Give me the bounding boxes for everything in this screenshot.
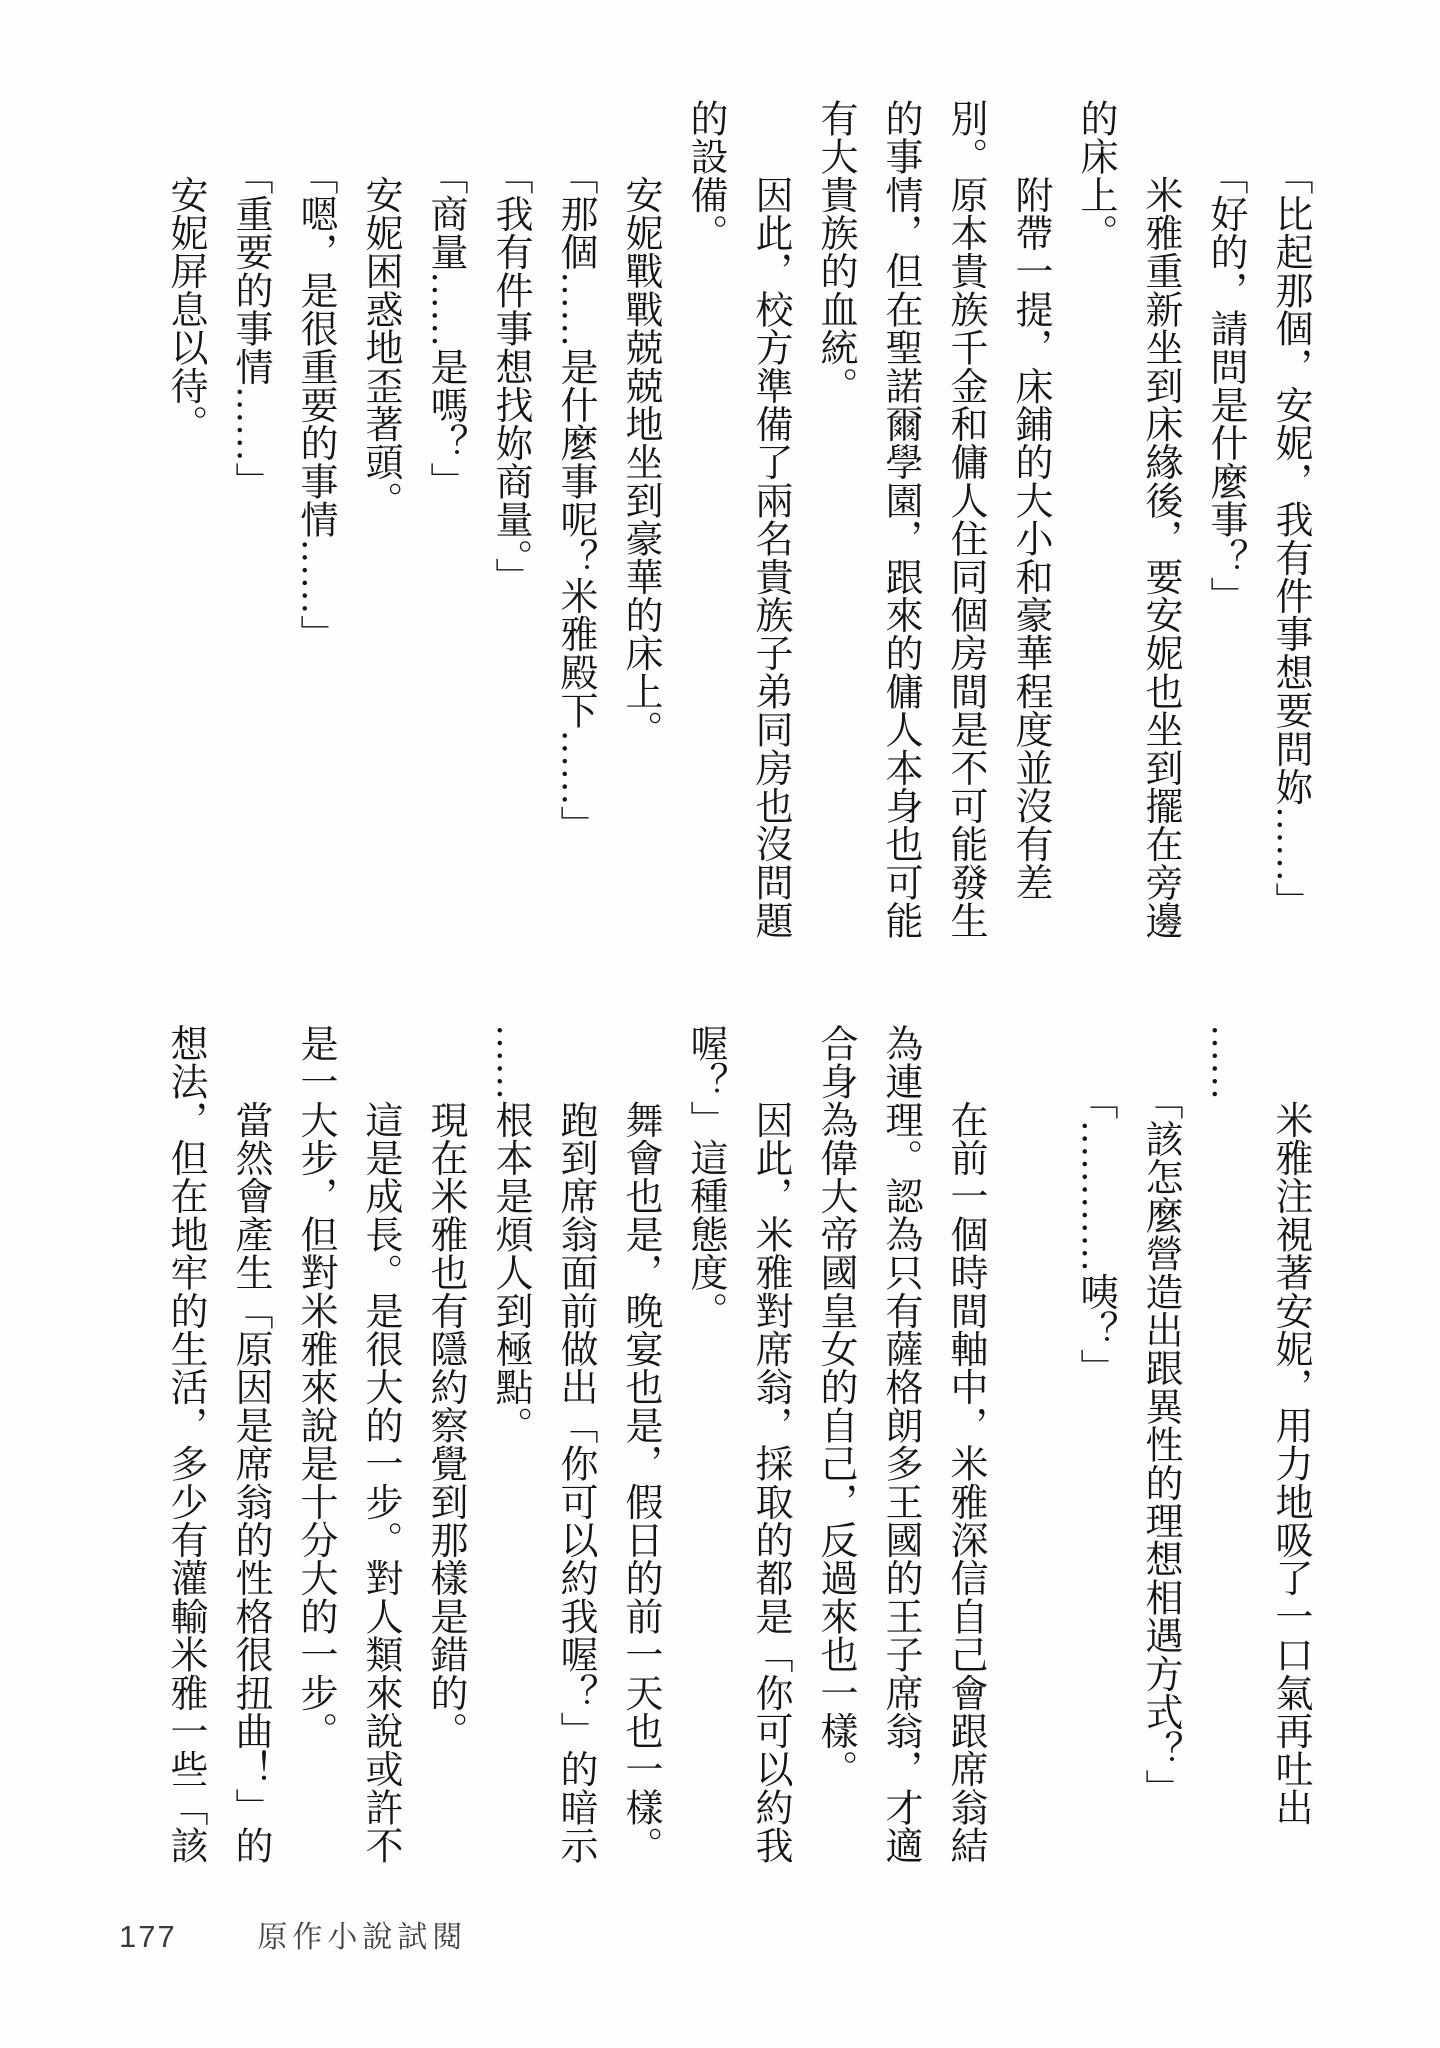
footer-section-label: 原作小說試閱 [257,1921,468,1954]
text-column: ……根本是煩人到極點。 [489,1024,531,1445]
text-column: 這是成長。是很大的一步。對人類來說或許不 [359,1024,401,1865]
text-column: 「好的，請問是什麼事？」 [1204,99,1246,615]
text-column: 有大貴族的血統。 [814,99,856,405]
text-column: 跑到席翁面前做出「你可以約我喔？」的暗示 [554,1024,596,1865]
text-column: 因此，米雅對席翁，採取的都是「你可以約我 [749,1024,791,1865]
text-column: 米雅注視著安妮，用力地吸了一口氣再吐出 [1269,1024,1311,1827]
text-column: 的設備。 [684,99,726,252]
text-column: 舞會也是，晚宴也是，假日的前一天也一樣。 [619,1024,661,1865]
text-column: 「比起那個，安妮，我有件事想要問妳……」 [1269,99,1311,921]
lower-text-band [139,1024,1309,1870]
text-column: 「該怎麼營造出跟異性的理想相遇方式？」 [1139,1024,1181,1808]
text-column: 米雅重新坐到床緣後，要安妮也坐到擺在旁邊 [1139,99,1181,940]
text-column: 安妮戰戰兢兢地坐到豪華的床上。 [619,99,661,749]
text-column: 「嗯，是很重要的事情……」 [294,99,336,653]
text-column: 安妮屏息以待。 [164,99,206,443]
blank-column [1011,1024,1049,1870]
text-column: 喔？」這種態度。 [684,1024,726,1330]
text-column: 當然會產生「原因是席翁的性格很扭曲！」的 [229,1024,271,1865]
text-column: 安妮困惑地歪著頭。 [359,99,401,520]
text-column: 的事情，但在聖諾爾學園，跟來的傭人本身也可能 [879,99,921,940]
text-column: …… [1204,1024,1246,1101]
text-column: 附帶一提，床鋪的大小和豪華程度並沒有差 [1009,99,1051,902]
text-column: 想法，但在地牢的生活，多少有灌輸米雅一些「該 [164,1024,206,1865]
text-column: 「那個……是什麼事呢？米雅殿下……」 [554,99,596,844]
text-column: 的床上。 [1074,99,1116,252]
text-column: 別。原本貴族千金和傭人住同個房間是不可能發生 [944,99,986,940]
text-column: 在前一個時間軸中，米雅深信自己會跟席翁結 [944,1024,986,1865]
page-number: 177 [119,1919,177,1954]
text-column: 現在米雅也有隱約察覺到那樣是錯的。 [424,1024,466,1750]
page-footer [119,1918,467,1956]
text-column: 因此，校方準備了兩名貴族子弟同房也沒問題 [749,99,791,940]
text-column: 為連理。認為只有薩格朗多王國的王子席翁，才適 [879,1024,921,1865]
text-column: 「…………咦？」 [1074,1024,1116,1387]
text-column: 「商量……是嗎？」 [424,99,466,501]
text-column: 合身為偉大帝國皇女的自己，反過來也一樣。 [814,1024,856,1788]
text-column: 「我有件事想找妳商量。」 [489,99,531,596]
upper-text-band [139,99,1309,939]
text-column: 「重要的事情……」 [229,99,271,501]
text-column: 是一大步，但對米雅來說是十分大的一步。 [294,1024,336,1750]
